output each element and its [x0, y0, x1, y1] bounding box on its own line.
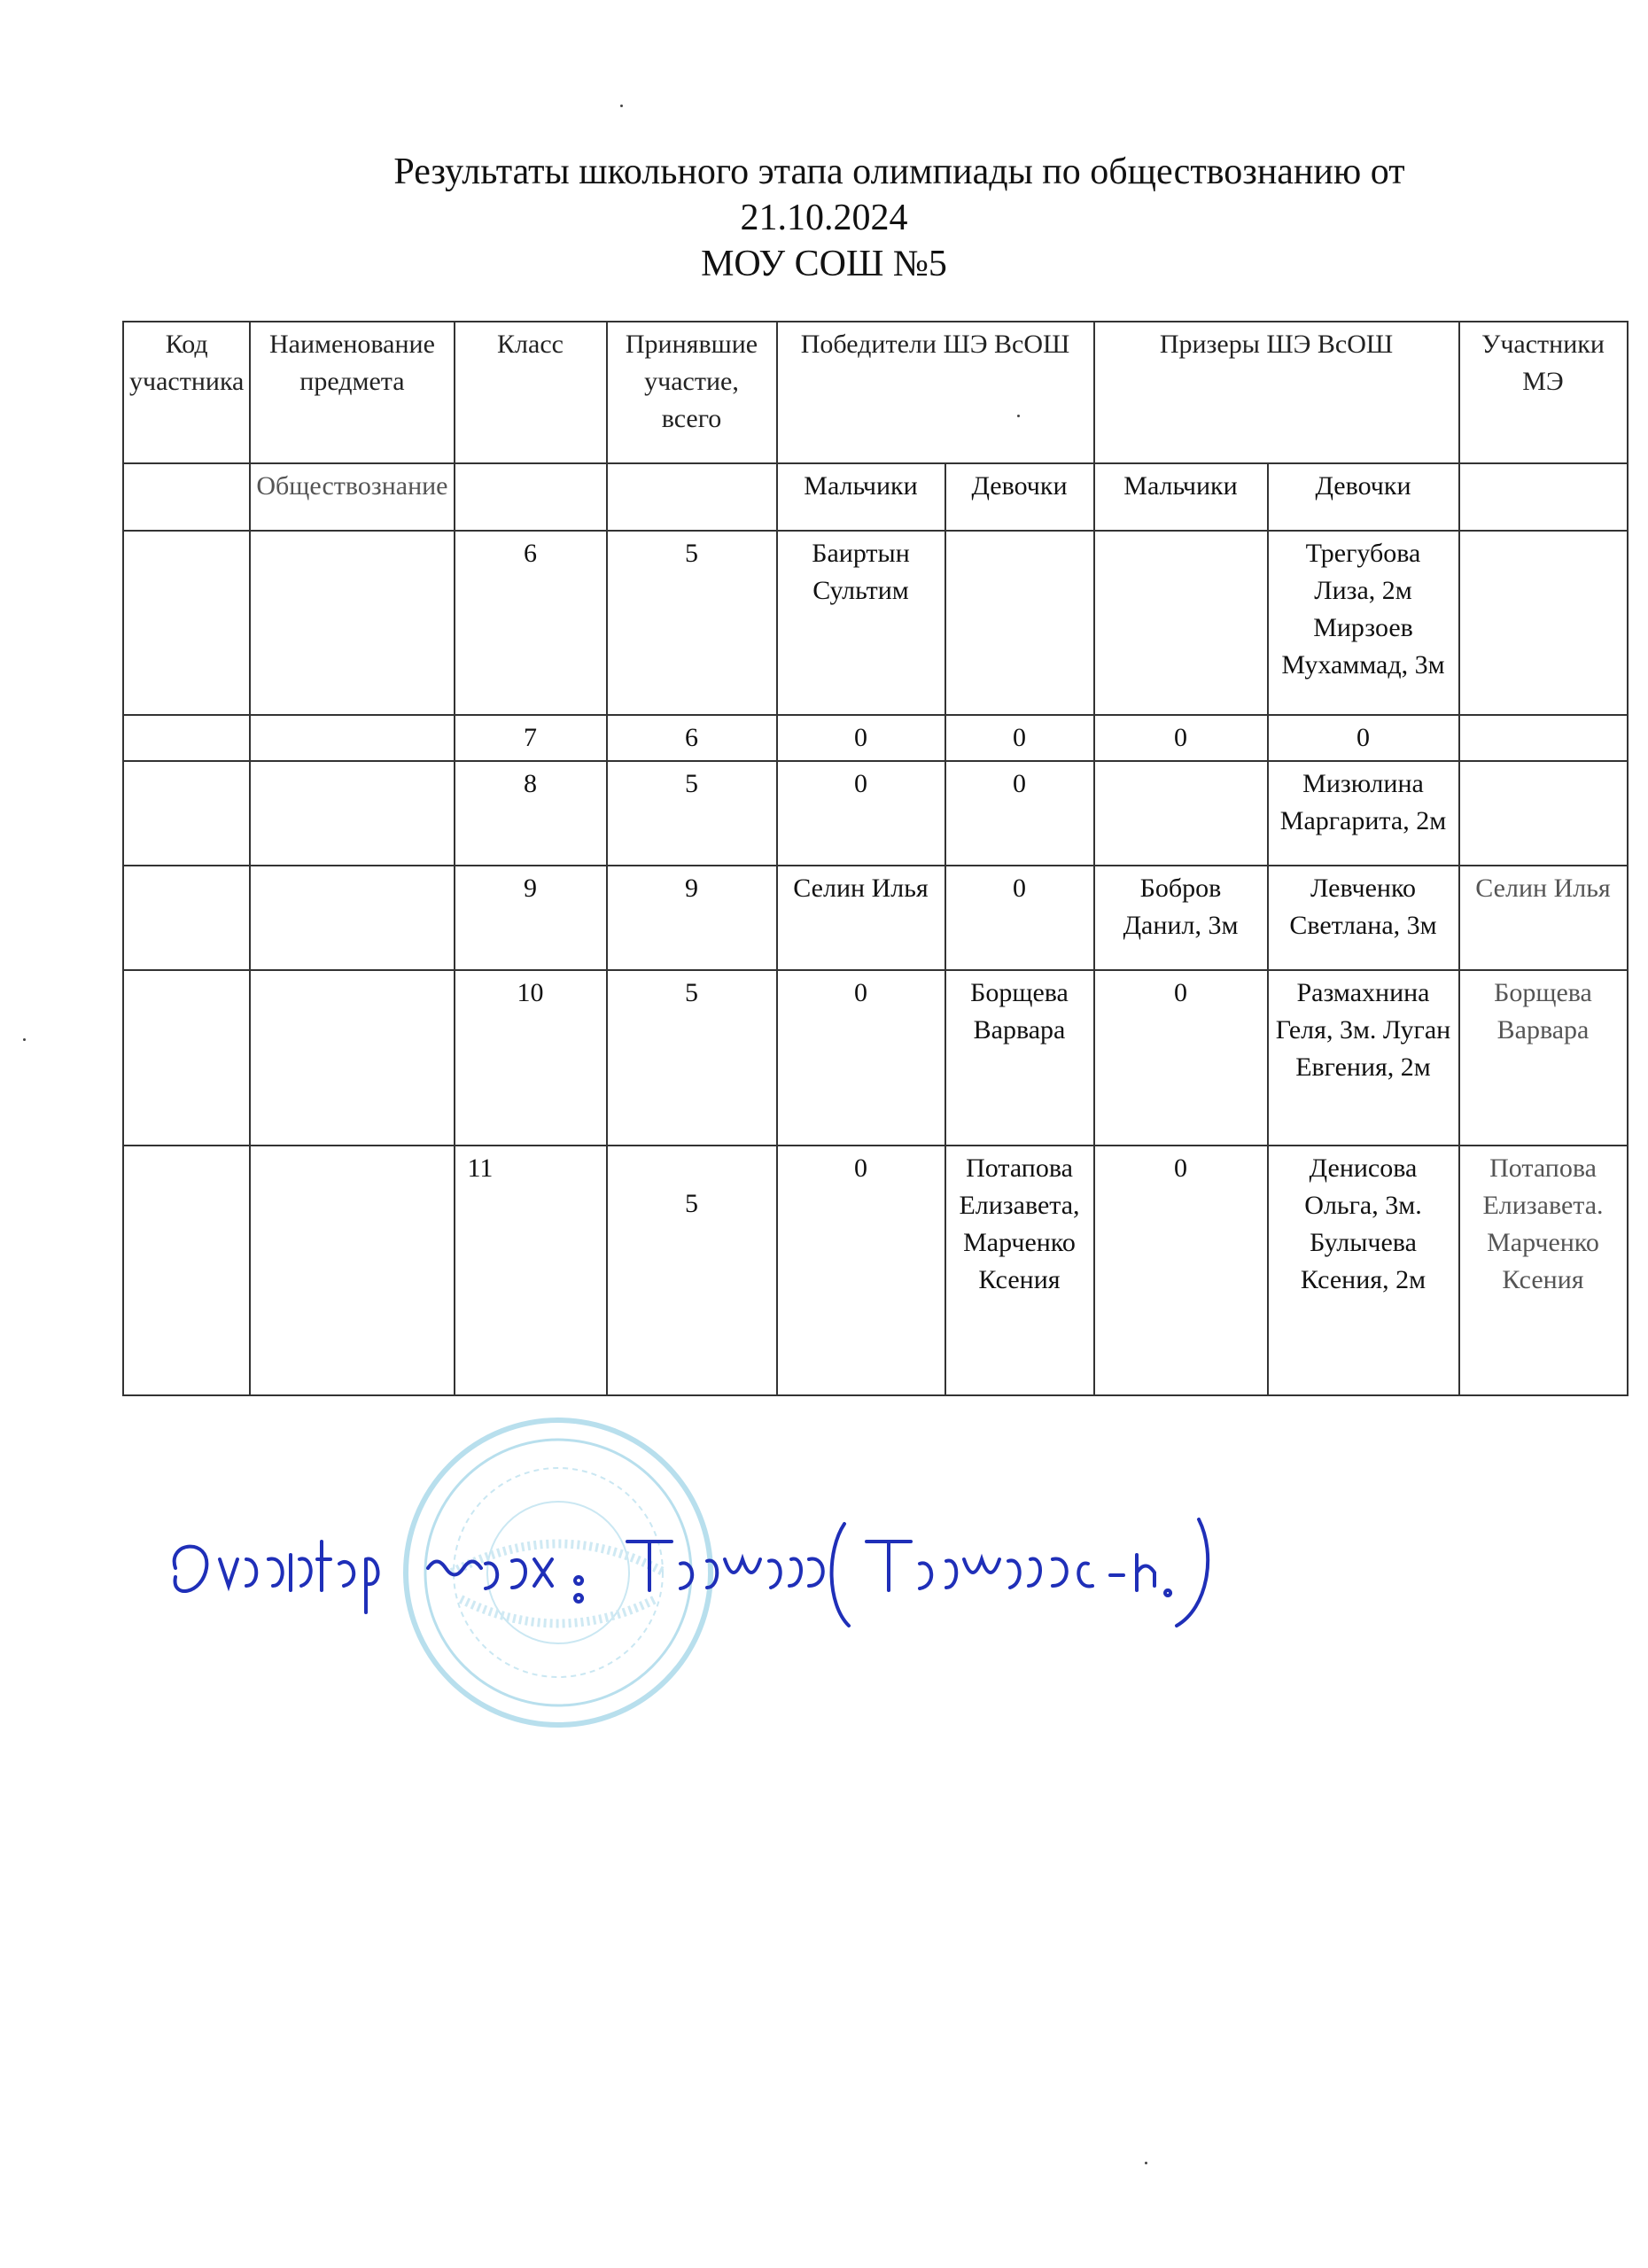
cell-subject: [250, 761, 454, 866]
cell-win-boys: 0: [777, 761, 945, 866]
header-winners: Победители ШЭ ВсОШ: [777, 322, 1094, 463]
cell-prize-girls: Денисова Ольга, 3м. Булычева Ксения, 2м: [1268, 1146, 1459, 1395]
cell-win-girls: 0: [945, 866, 1094, 970]
cell-win-boys: 0: [777, 1146, 945, 1395]
header-participants: Принявшие участие, всего: [607, 322, 777, 463]
cell-total: [607, 1146, 777, 1395]
subheader-winners-boys: Мальчики: [777, 463, 945, 531]
cell-code: [123, 761, 250, 866]
cell-grade: 9: [455, 866, 607, 970]
scan-speck: [620, 105, 623, 107]
cell-total: 5: [607, 531, 777, 715]
subheader-municipal-empty: [1459, 463, 1628, 531]
director-signature: [158, 1506, 1221, 1630]
header-prizewinners: Призеры ШЭ ВсОШ: [1094, 322, 1459, 463]
cell-municipal: Потапова Елизавета. Марченко Ксения: [1459, 1146, 1628, 1395]
subheader-row: [123, 463, 1628, 531]
cell-grade: 6: [455, 531, 607, 715]
cell-prize-boys: 0: [1094, 715, 1268, 761]
cell-subject: [250, 715, 454, 761]
cell-total-value: 5: [685, 1189, 698, 1218]
cell-prize-boys: Бобров Данил, 3м: [1094, 866, 1268, 970]
subheader-code-empty: [123, 463, 250, 531]
subheader-winners-girls: Девочки: [945, 463, 1094, 531]
cell-code: [123, 1146, 250, 1395]
signature-text: Директор школы: Горяшина (Горяшина С.Ш.): [158, 1506, 175, 1507]
cell-subject: [250, 1146, 454, 1395]
header-subject: Наименование предмета: [250, 322, 454, 463]
cell-municipal: Селин Илья: [1459, 866, 1628, 970]
cell-win-boys: 0: [777, 970, 945, 1146]
cell-prize-boys: [1094, 761, 1268, 866]
cell-municipal: Борщева Варвара: [1459, 970, 1628, 1146]
header-municipal: Участники МЭ: [1459, 322, 1628, 463]
cell-prize-boys: [1094, 531, 1268, 715]
header-code: Код участника: [123, 322, 250, 463]
cell-total: 9: [607, 866, 777, 970]
subheader-total-empty: [607, 463, 777, 531]
title-line-2: 21.10.2024: [740, 198, 908, 238]
cell-code: [123, 531, 250, 715]
scan-speck: [1145, 2162, 1147, 2164]
cell-prize-girls: Мизюлина Маргарита, 2м: [1268, 761, 1459, 866]
cell-win-girls: 0: [945, 761, 1094, 866]
cell-prize-boys: 0: [1094, 970, 1268, 1146]
cell-total: 5: [607, 970, 777, 1146]
cell-prize-girls: 0: [1268, 715, 1459, 761]
cell-win-boys: Баиртын Сультим: [777, 531, 945, 715]
table-row: [123, 866, 1628, 970]
cell-code: [123, 970, 250, 1146]
cell-municipal: [1459, 715, 1628, 761]
document-title: [0, 149, 1648, 287]
cell-grade: 8: [455, 761, 607, 866]
cell-total: 5: [607, 761, 777, 866]
cell-code: [123, 866, 250, 970]
cell-win-girls: Потапова Елизавета, Марченко Ксения: [945, 1146, 1094, 1395]
cell-grade: 11: [455, 1146, 607, 1395]
cell-prize-girls: Размахнина Геля, 3м. Луган Евгения, 2м: [1268, 970, 1459, 1146]
cell-prize-girls: Трегубова Лиза, 2м Мирзоев Мухаммад, 3м: [1268, 531, 1459, 715]
cell-grade: 10: [455, 970, 607, 1146]
subheader-grade-empty: [455, 463, 607, 531]
title-line-1: Результаты школьного этапа олимпиады по обществознанию от: [393, 151, 1405, 192]
cell-subject: [250, 970, 454, 1146]
cell-win-boys: Селин Илья: [777, 866, 945, 970]
cell-grade: 7: [455, 715, 607, 761]
subheader-subject-name: Обществознание: [250, 463, 454, 531]
cell-code: [123, 715, 250, 761]
cell-subject: [250, 531, 454, 715]
table-row: [123, 1146, 1628, 1395]
results-table: [122, 321, 1629, 1396]
cell-municipal: [1459, 531, 1628, 715]
header-grade: Класс: [455, 322, 607, 463]
scan-speck: [23, 1038, 26, 1041]
table-row: [123, 531, 1628, 715]
cell-win-girls: 0: [945, 715, 1094, 761]
cell-prize-boys: 0: [1094, 1146, 1268, 1395]
cell-municipal: [1459, 761, 1628, 866]
subheader-prize-boys: Мальчики: [1094, 463, 1268, 531]
cell-subject: [250, 866, 454, 970]
table-row: [123, 715, 1628, 761]
subheader-prize-girls: Девочки: [1268, 463, 1459, 531]
cell-win-girls: Борщева Варвара: [945, 970, 1094, 1146]
header-row: [123, 322, 1628, 463]
cell-prize-girls: Левченко Светлана, 3м: [1268, 866, 1459, 970]
table-row: [123, 761, 1628, 866]
title-line-3: МОУ СОШ №5: [701, 244, 947, 284]
cell-total: 6: [607, 715, 777, 761]
scan-speck: [1017, 415, 1020, 417]
cell-win-boys: 0: [777, 715, 945, 761]
cell-win-girls: [945, 531, 1094, 715]
table-row: [123, 970, 1628, 1146]
